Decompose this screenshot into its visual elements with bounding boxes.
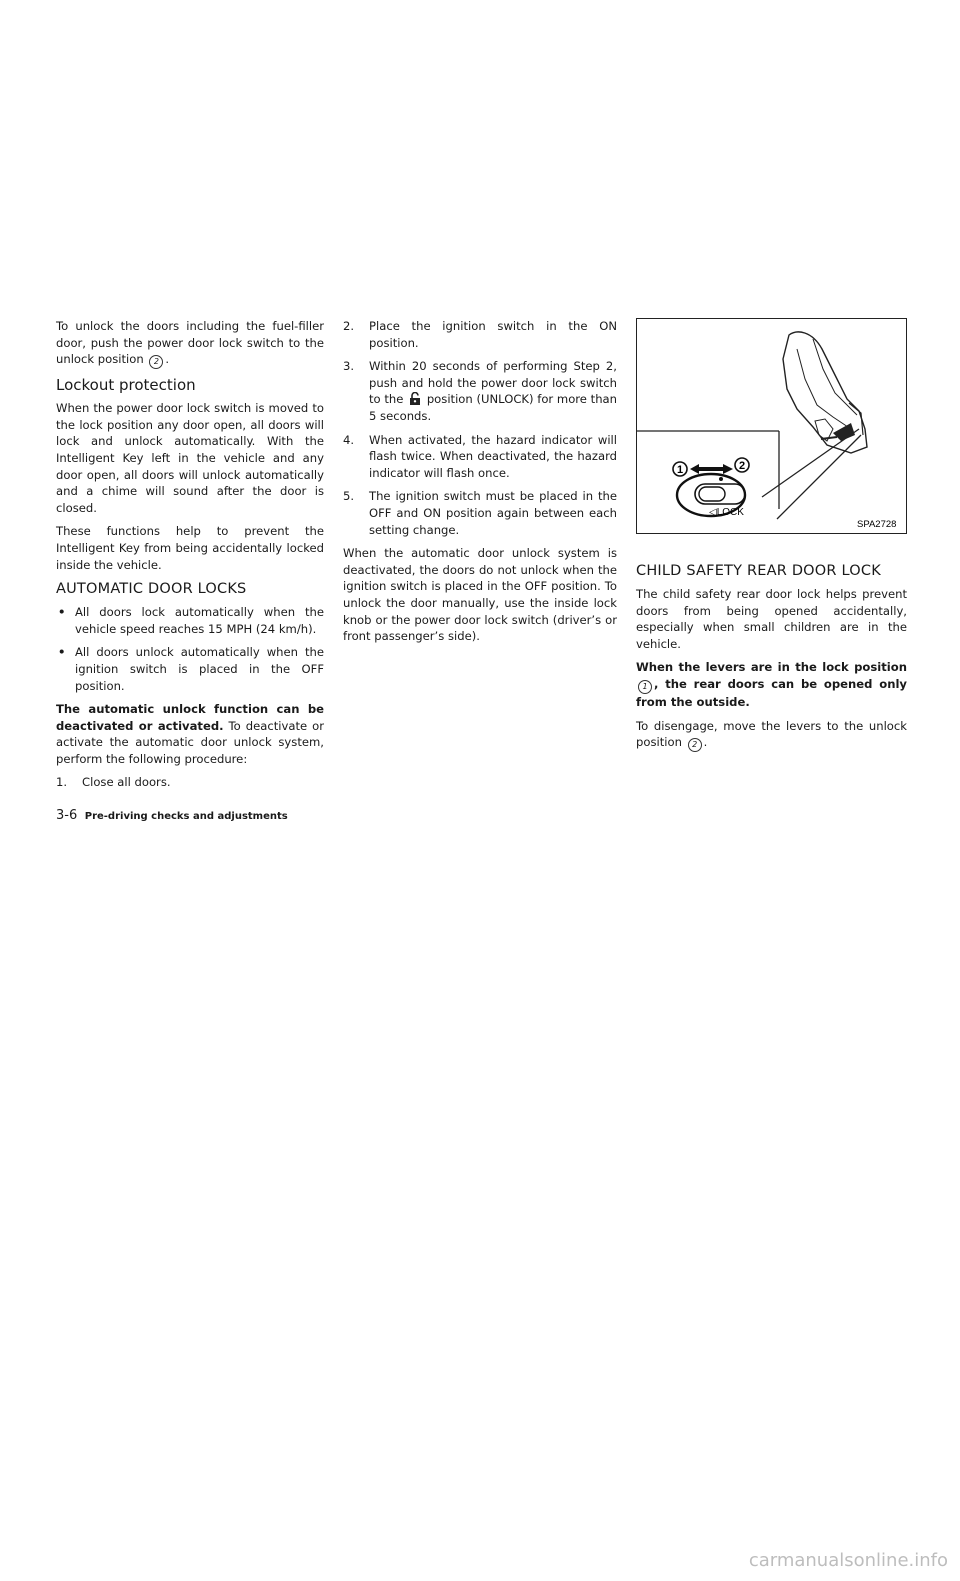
step-text: Within 20 seconds of performing Step 2, push and hold the power door lock switch to the (369, 359, 617, 407)
marker-2-label: 2 (738, 460, 746, 472)
step-number: 1. (56, 775, 68, 790)
step-text: The ignition switch must be placed in the OFF and ON position again between each setting change. (369, 489, 617, 537)
bullet-text: All doors lock automatically when the vehicle speed reaches 15 MPH (24 km/h). (75, 605, 324, 636)
bullet-item (56, 604, 324, 637)
auto-door-locks-heading: AUTOMATIC DOOR LOCKS (56, 581, 247, 598)
child-safety-heading: CHILD SAFETY REAR DOOR LOCK (636, 563, 881, 579)
disengage-end: . (703, 735, 708, 750)
auto-unlock-bold: The automatic unlock function can be deactivated or activated. (56, 702, 324, 733)
step-text: Close all doors. (82, 775, 171, 790)
lock-slider (699, 487, 725, 501)
unlock-icon (409, 392, 421, 405)
figure-code: SPA2728 (857, 519, 897, 530)
intro-text: To unlock the doors including the fuel-filler door, push the power door lock switch to the unlock position (56, 319, 324, 367)
lockout-paragraph-2: These functions help to prevent the Intelligent Key from being accidentally locked inside the vehicle. (56, 524, 324, 572)
child-lock-figure (636, 318, 907, 534)
marker-1-label: 1 (676, 464, 684, 476)
circled-1-icon: 1 (638, 680, 652, 694)
bullet-icon: • (58, 605, 66, 620)
lock-position-bold-rest: , the rear doors can be opened only from the outside. (636, 676, 907, 709)
step-text: Place the ignition switch in the ON position. (369, 319, 617, 350)
watermark[interactable]: carmanualsonline.info (748, 1550, 948, 1571)
door-illustration (637, 319, 906, 533)
bullet-icon: • (58, 645, 66, 660)
child-safety-paragraph-2 (636, 659, 907, 710)
lockout-paragraph-1: When the power door lock switch is moved to the lock position any door open, all doors will lock and unlock automatically. With the Intelligent Key left in the vehicle and any door open, all doors will unlock automatically and a chime will sound after the door is closed. (56, 401, 324, 515)
lockout-heading: Lockout protection (56, 376, 196, 395)
page-footer (56, 808, 288, 823)
middle-column (343, 318, 617, 652)
step-text-cont: position (UNLOCK) for more than 5 seconds. (369, 392, 618, 423)
child-safety-paragraph-3 (636, 718, 907, 753)
bullet-item (56, 644, 324, 694)
step-5 (343, 488, 617, 538)
bullet-text: All doors unlock automatically when the ignition switch is placed in the OFF position. (75, 645, 324, 693)
manual-unlock-paragraph: When the automatic door unlock system is deactivated, the doors do not unlock when the ignition switch is placed in the OFF position. To unlock the door manually, use the inside lock knob or the power door lock switch (driver’s or front passenger’s side). (343, 546, 617, 644)
intro-paragraph (56, 318, 324, 369)
step-number: 5. (343, 489, 355, 504)
auto-unlock-rest: To deactivate or activate the automatic door unlock system, perform the following procedure: (56, 718, 324, 766)
step-2 (343, 318, 617, 351)
circled-2-icon: 2 (688, 738, 702, 752)
step-3 (343, 358, 617, 424)
right-column (636, 556, 907, 759)
page-number: 3-6 (56, 808, 78, 823)
child-safety-paragraph-1: The child safety rear door lock helps prevent doors from being opened accidentally, especially when small children are in the vehicle. (636, 587, 907, 651)
step-number: 4. (343, 432, 355, 447)
left-column (56, 318, 324, 798)
intro-end: . (165, 352, 170, 367)
lock-position-bold: When the levers are in the lock position (636, 660, 907, 675)
lock-label: ◁LOCK (709, 507, 744, 518)
step-number: 2. (343, 319, 355, 333)
step-4 (343, 432, 617, 482)
disengage-text: To disengage, move the levers to the unlock position (636, 718, 907, 750)
circled-2-icon: 2 (149, 355, 163, 369)
auto-unlock-paragraph (56, 701, 324, 767)
section-title: Pre-driving checks and adjustments (84, 811, 288, 822)
step-1 (56, 774, 324, 791)
step-text: When activated, the hazard indicator will flash twice. When deactivated, the hazard indicator will flash once. (369, 432, 617, 480)
step-number: 3. (343, 359, 355, 374)
double-arrow-icon (690, 464, 733, 474)
